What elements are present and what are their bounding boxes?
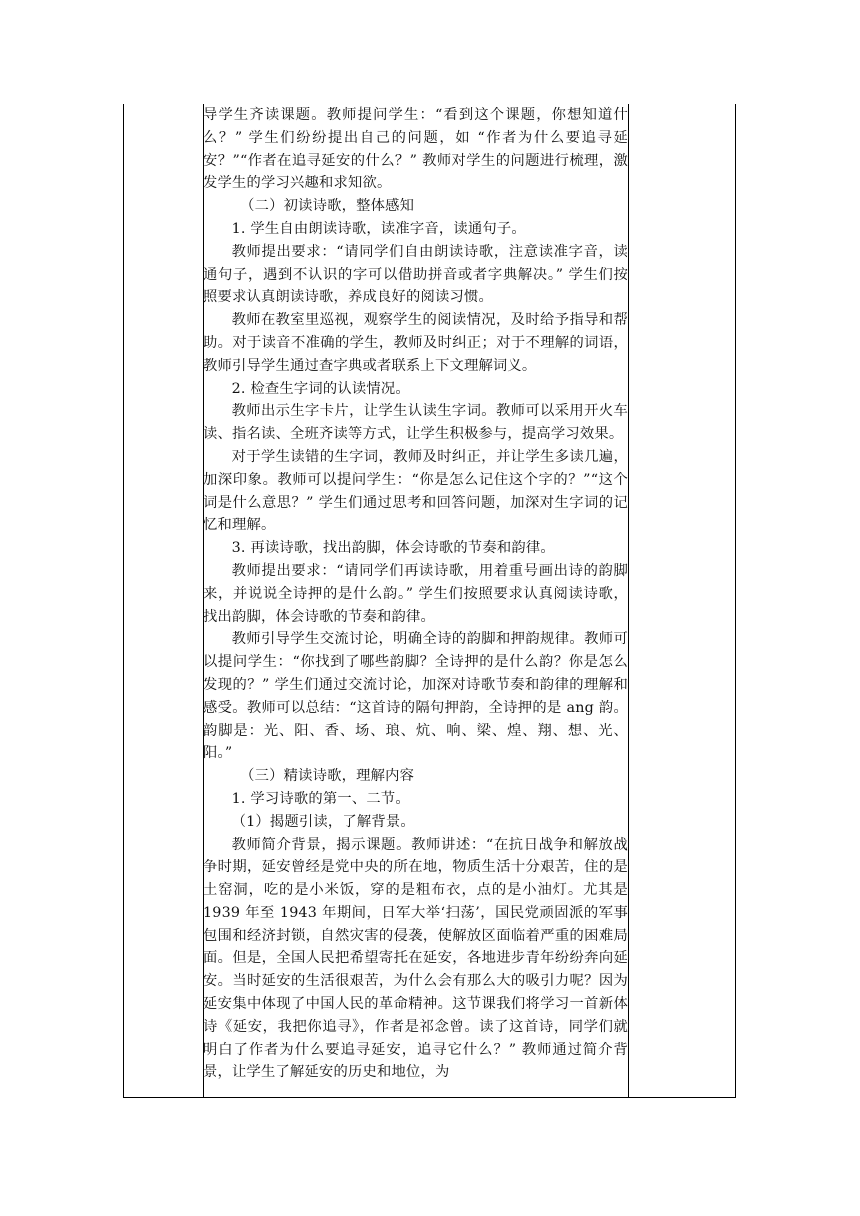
table-column-divider-2 bbox=[628, 104, 629, 1098]
sub-step-heading: （1）揭题引读，了解背景。 bbox=[231, 813, 415, 830]
paragraph: 教师提出要求：“请同学们自由朗读诗歌，注意读准字音，读通句子，遇到不认识的字可以借助拼音或者字典解决。” 学生们按照要求认真朗读诗歌，养成良好的阅读习惯。 bbox=[203, 243, 628, 306]
lesson-plan-table bbox=[123, 104, 736, 1098]
section-heading: （三）精读诗歌，理解内容 bbox=[240, 768, 415, 785]
paragraph: 导学生齐读课题。教师提问学生：“看到这个课题，你想知道什么？” 学生们纷纷提出自己的问题，如 “作者为什么要追寻延安？”“作者在追寻延安的什么？” 教师对学生的问题进行梳理，激发学生的学习兴趣和求知欲。 bbox=[203, 107, 628, 192]
paragraph: 教师在教室里巡视，观察学生的阅读情况，及时给予指导和帮助。对于读音不准确的学生，教师及时纠正；对于不理解的词语，教师引导学生通过查字典或者联系上下文理解词义。 bbox=[203, 312, 628, 374]
section-heading: （二）初读诗歌，整体感知 bbox=[240, 198, 415, 215]
paragraph: 教师简介背景，揭示课题。教师讲述：“在抗日战争和解放战争时期，延安曾经是党中央的所在地，物质生活十分艰苦，住的是土窑洞，吃的是小米饭，穿的是粗布衣，点的是小油灯。尤其是 1939 年至 1943 年期间，日军大举‘扫荡’，国民党顽固派的军事包围和经济封锁，自然灾害的侵袭，使解放区面临着严重的困难局面。但是，全国人民把希望寄托在延安，各地进步青年纷纷奔向延安。当时延安的生活很艰苦，为什么会有那么大的吸引力呢？因为延安集中体现了中国人民的革命精神。这节课我们将学习一首新体诗《延安，我把你追寻》，作者是祁念曾。读了这首诗，同学们就明白了作者为什么要追寻延安，追寻它什么？” 教师通过简介背景，让学生了解延安的历史和地位，为 bbox=[203, 836, 628, 1081]
paragraph: 对于学生读错的生字词，教师及时纠正，并让学生多读几遍，加深印象。教师可以提问学生：“你是怎么记住这个字的？”“这个词是什么意思？” 学生们通过思考和回答问题，加深对生字词的记忆和理解。 bbox=[203, 448, 628, 534]
paragraph: 教师提出要求：“请同学们再读诗歌，用着重号画出诗的韵脚来，并说说全诗押的是什么韵。” 学生们按照要求认真阅读诗歌，找出韵脚，体会诗歌的节奏和韵律。 bbox=[203, 562, 628, 625]
step-heading: 2. 检查生字词的认读情况。 bbox=[231, 380, 410, 397]
step-heading: 3. 再读诗歌，找出韵脚，体会诗歌的节奏和韵律。 bbox=[231, 540, 555, 557]
teaching-process-cell bbox=[203, 104, 628, 1084]
step-heading: 1. 学生自由朗读诗歌，读准字音，读通句子。 bbox=[231, 220, 526, 237]
paragraph: 教师引导学生交流讨论，明确全诗的韵脚和押韵规律。教师可以提问学生：“你找到了哪些韵脚？全诗押的是什么韵？你是怎么发现的？” 学生们通过交流讨论，加深对诗歌节奏和韵律的理解和感受。教师可以总结：“这首诗的隔句押韵，全诗押的是 ang 韵。韵脚是：光、阳、香、场、琅、炕、响、梁、煌、翔、想、光、阳。” bbox=[203, 631, 628, 762]
table-border-bottom bbox=[123, 1097, 736, 1098]
paragraph: 教师出示生字卡片，让学生认读生字词。教师可以采用开火车读、指名读、全班齐读等方式，让学生积极参与，提高学习效果。 bbox=[203, 403, 628, 443]
table-border-right bbox=[735, 104, 736, 1098]
step-heading: 1. 学习诗歌的第一、二节。 bbox=[231, 790, 410, 807]
table-border-left bbox=[123, 104, 124, 1098]
